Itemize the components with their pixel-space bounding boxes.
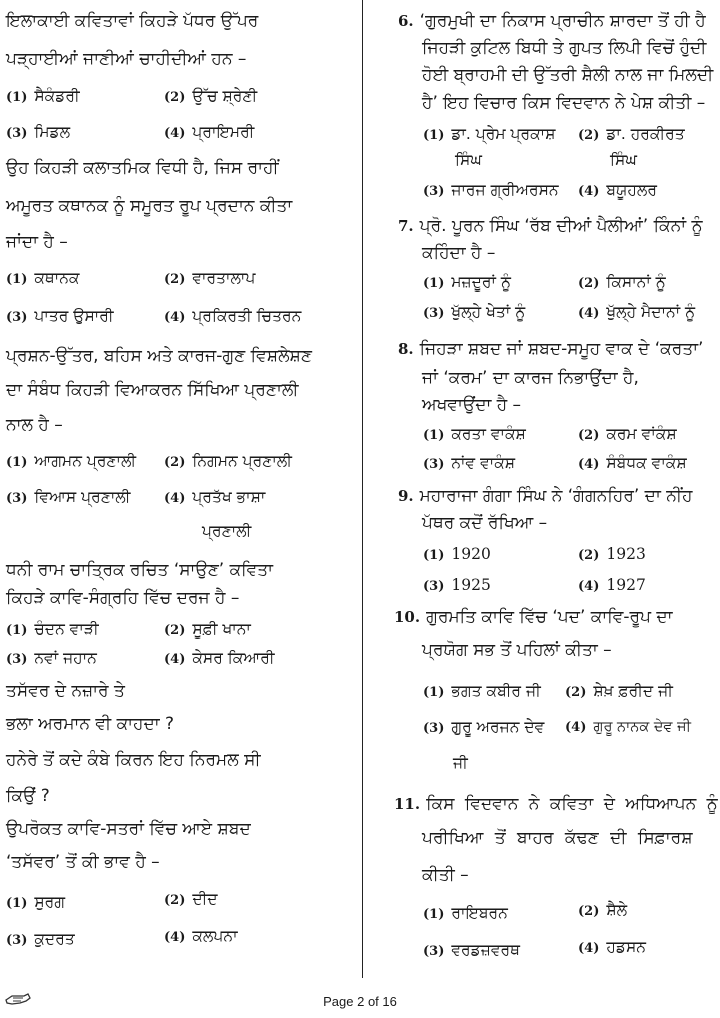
option-3 [423, 940, 520, 962]
option-1 [6, 451, 136, 473]
question-line: ਗੁਰਮਤਿ ਕਾਵਿ ਵਿੱਚ ‘ਪਦ’ ਕਾਵਿ-ਰੂਪ ਦਾ [426, 607, 673, 627]
option-1 [423, 681, 541, 703]
option-text-continued: ਸਿੰਘ [455, 151, 482, 169]
option-4 [164, 926, 238, 948]
page-number: Page 2 of 16 [323, 994, 397, 1009]
option-3 [423, 717, 544, 739]
option-3 [6, 487, 130, 509]
option-text: ਵਰਡਜ਼ਵਰਥ [451, 941, 520, 959]
option-text: ਸੂਫ਼ੀ ਖਾਨਾ [192, 620, 251, 638]
option-1 [423, 903, 508, 925]
option-number: (3) [6, 126, 28, 141]
poem-line: ਹਨੇਰੇ ਤੋਂ ਕਦੇ ਕੰਬੇ ਕਿਰਨ ਇਹ ਨਿਰਮਲ ਸੀ [6, 750, 261, 770]
question-line: ‘ਤਸੱਵਰ’ ਤੋਂ ਕੀ ਭਾਵ ਹੈ – [6, 852, 160, 872]
option-number: (3) [423, 579, 445, 594]
option-number: (4) [164, 126, 186, 141]
option-text: ਪਾਤਰ ਉਸਾਰੀ [34, 307, 114, 325]
option-number: (4) [164, 930, 186, 945]
option-3 [423, 180, 559, 202]
question-line: ਉਹ ਕਿਹੜੀ ਕਲਾਤਮਿਕ ਵਿਧੀ ਹੈ, ਜਿਸ ਰਾਹੀਂ [6, 158, 279, 178]
option-text: ਗੁਰੂ ਨਾਨਕ ਦੇਵ ਜੀ [593, 719, 691, 735]
option-text: ਸੰਬੰਧਕ ਵਾਕੰਸ਼ [606, 454, 687, 472]
option-text: ਰਾਇਬਰਨ [451, 904, 508, 922]
question-line: ਕੀਤੀ – [422, 865, 469, 885]
option-3 [423, 575, 491, 597]
option-text: ਕਰਮ ਵਾਂਕੰਸ਼ [606, 425, 677, 443]
option-number: (2) [578, 428, 600, 443]
option-text: ਦੀਦ [192, 890, 218, 908]
poem-line: ਕਿਉਂ ? [6, 786, 50, 806]
question-line: ਹੈ’ ਇਹ ਵਿਚਾਰ ਕਿਸ ਵਿਦਵਾਨ ਨੇ ਪੇਸ਼ ਕੀਤੀ – [422, 93, 706, 113]
option-text-continued: ਸਿੰਘ [610, 151, 637, 169]
option-text: ਨਾਂਵ ਵਾਕੰਸ਼ [451, 454, 516, 472]
question-line: ਇਲਾਕਾਈ ਕਵਿਤਾਵਾਂ ਕਿਹੜੇ ਪੱਧਰ ਉੱਪਰ [6, 11, 259, 31]
question-line: ਮਹਾਰਾਜਾ ਗੰਗਾ ਸਿੰਘ ਨੇ ‘ਗੰਗਨਹਿਰ’ ਦਾ ਨੀਂਹ [419, 486, 693, 506]
option-text: 1923 [606, 545, 646, 563]
option-number: (4) [164, 491, 186, 506]
option-4 [578, 302, 695, 324]
option-number: (1) [423, 548, 445, 563]
option-text: ਸ਼ੈਲੇ [606, 901, 628, 919]
option-text: ਕਲਪਨਾ [192, 927, 238, 945]
option-text: ਮਿਡਲ [34, 123, 71, 141]
option-1 [6, 268, 79, 290]
question-line: ‘ਗੁਰਮੁਖੀ ਦਾ ਨਿਕਾਸ ਪ੍ਰਾਚੀਨ ਸ਼ਾਰਦਾ ਤੋਂ ਹੀ ਹੈ [419, 11, 706, 31]
option-number: (1) [6, 455, 28, 470]
option-text: ਕਰਤਾ ਵਾਕੰਸ਼ [451, 425, 526, 443]
question-number: 6. [398, 12, 414, 30]
option-1 [423, 272, 511, 294]
option-number: (1) [6, 90, 28, 105]
question-number: 7. [398, 217, 414, 235]
option-2 [164, 86, 257, 108]
option-number: (2) [164, 623, 186, 638]
option-text: ਕਿਸਾਨਾਂ ਨੂੰ [606, 273, 666, 291]
option-text-continued: ਜੀ [453, 754, 468, 772]
option-text: ਡਾ. ਪ੍ਰੇਮ ਪ੍ਰਕਾਸ਼ [451, 125, 556, 143]
option-number: (4) [578, 184, 600, 199]
option-text: ਖੁੱਲ੍ਹੇ ਖੇਤਾਂ ਨੂੰ [451, 303, 526, 321]
option-2 [164, 619, 251, 641]
option-text: ਭਗਤ ਕਬੀਰ ਜੀ [451, 682, 541, 700]
option-text-continued: ਪ੍ਰਣਾਲੀ [202, 522, 252, 540]
option-number: (2) [164, 455, 186, 470]
question-11 [394, 794, 718, 814]
option-text: ਨਵਾਂ ਜਹਾਨ [34, 649, 97, 667]
question-line: ਅਮੂਰਤ ਕਥਾਨਕ ਨੂੰ ਸਮੂਰਤ ਰੂਪ ਪ੍ਰਦਾਨ ਕੀਤਾ [6, 196, 293, 216]
option-text: ਵਾਰਤਾਲਾਪ [192, 269, 256, 287]
option-text: ਪ੍ਰਕਿਰਤੀ ਚਿਤਰਨ [192, 307, 302, 325]
option-number: (3) [423, 721, 445, 736]
option-number: (2) [164, 90, 186, 105]
option-4 [164, 122, 254, 144]
option-number: (4) [565, 720, 587, 735]
option-text: ਪ੍ਰਤੱਖ ਭਾਸ਼ਾ [192, 488, 266, 506]
option-1 [423, 124, 555, 146]
question-line: ਨਾਲ ਹੈ – [6, 415, 63, 435]
option-number: (1) [6, 272, 28, 287]
option-4 [164, 648, 275, 670]
option-3 [423, 453, 515, 475]
option-text: 1925 [451, 576, 491, 594]
option-text: ਕਥਾਨਕ [34, 269, 80, 287]
question-line: ਕਿਹੜੇ ਕਾਵਿ-ਸੰਗ੍ਰਹਿ ਵਿੱਚ ਦਰਜ ਹੈ – [6, 588, 240, 608]
option-2 [578, 544, 646, 566]
option-number: (4) [578, 306, 600, 321]
column-divider [362, 0, 363, 978]
option-2 [578, 272, 666, 294]
option-number: (4) [578, 579, 600, 594]
option-text: ਚੰਦਨ ਵਾੜੀ [34, 620, 99, 638]
option-3 [6, 306, 114, 328]
question-6 [398, 11, 706, 31]
option-4 [578, 180, 657, 202]
option-text: ਵਿਆਸ ਪ੍ਰਣਾਲੀ [34, 488, 131, 506]
option-text: ਹਡਸਨ [606, 938, 646, 956]
option-text: ਮਜ਼ਦੂਰਾਂ ਨੂੰ [451, 273, 511, 291]
question-line: ਧਨੀ ਰਾਮ ਚਾਤ੍ਰਿਕ ਰਚਿਤ ‘ਸਾਉਣ’ ਕਵਿਤਾ [6, 560, 274, 580]
option-number: (2) [578, 904, 600, 919]
question-line: ਪ੍ਰੋ. ਪੂਰਨ ਸਿੰਘ ‘ਰੱਬ ਦੀਆਂ ਪੈਲੀਆਂ’ ਕਿੰਨਾਂ ਨੂੰ [419, 216, 703, 236]
option-text: ਪ੍ਰਾਇਮਰੀ [192, 123, 255, 141]
option-number: (3) [6, 652, 28, 667]
option-2 [164, 268, 255, 290]
question-number: 8. [398, 340, 414, 358]
option-text: ਡਾ. ਹਰਕੀਰਤ [606, 125, 685, 143]
option-2 [578, 900, 627, 922]
question-number: 10. [394, 608, 421, 626]
option-number: (3) [423, 944, 445, 959]
question-line: ਅਖਵਾਉਂਦਾ ਹੈ – [422, 395, 522, 415]
question-line: ਪੜ੍ਹਾਈਆਂ ਜਾਣੀਆਂ ਚਾਹੀਦੀਆਂ ਹਨ – [6, 49, 247, 69]
option-3 [6, 929, 75, 951]
option-4 [565, 717, 691, 738]
question-line: ਉਪਰੋਕਤ ਕਾਵਿ-ਸਤਰਾਂ ਵਿੱਚ ਆਏ ਸ਼ਬਦ [6, 819, 251, 839]
option-4 [164, 487, 265, 509]
option-1 [423, 544, 491, 566]
option-number: (1) [423, 685, 445, 700]
option-number: (1) [423, 907, 445, 922]
option-text: ਗੁਰੂ ਅਰਜਨ ਦੇਵ [451, 718, 545, 736]
option-number: (4) [164, 310, 186, 325]
option-text: ਜਾਰਜ ਗ੍ਰੀਅਰਸਨ [451, 181, 559, 199]
option-number: (2) [578, 128, 600, 143]
question-line: ਪਰੀਖਿਆ ਤੋਂ ਬਾਹਰ ਕੱਢਣ ਦੀ ਸਿਫ਼ਾਰਸ਼ [422, 828, 693, 848]
option-4 [578, 453, 687, 475]
option-number: (3) [6, 933, 28, 948]
option-number: (1) [423, 276, 445, 291]
option-number: (3) [423, 457, 445, 472]
option-2 [164, 451, 292, 473]
question-9 [398, 486, 692, 506]
option-text: ਸੁਰਗ [34, 893, 66, 911]
option-4 [578, 937, 646, 959]
option-text: ਕੇਸਰ ਕਿਆਰੀ [192, 649, 275, 667]
question-line: ਜਿਹੜੀ ਕੁਟਿਲ ਬਿਧੀ ਤੇ ਗੁਪਤ ਲਿਪੀ ਵਿਚੋਂ ਹੁੰਦੀ [422, 38, 707, 58]
option-text: ਸੈਕੰਡਰੀ [34, 87, 80, 105]
option-number: (2) [578, 548, 600, 563]
question-line: ਦਾ ਸੰਬੰਧ ਕਿਹੜੀ ਵਿਆਕਰਨ ਸਿੱਖਿਆ ਪ੍ਰਣਾਲੀ [6, 380, 299, 400]
option-4 [164, 306, 301, 328]
option-number: (2) [164, 893, 186, 908]
option-3 [6, 648, 97, 670]
question-line: ਕਿਸ ਵਿਦਵਾਨ ਨੇ ਕਵਿਤਾ ਦੇ ਅਧਿਆਪਨ ਨੂੰ [426, 794, 718, 814]
option-text: ਖੁੱਲ੍ਹੇ ਮੈਦਾਨਾਂ ਨੂੰ [606, 303, 696, 321]
option-number: (4) [164, 652, 186, 667]
option-text: ਉੱਚ ਸ਼੍ਰੇਣੀ [192, 87, 258, 105]
option-text: ਬਯੂਹਲਰ [606, 181, 658, 199]
option-text: 1920 [451, 545, 491, 563]
question-line: ਜਿਹੜਾ ਸ਼ਬਦ ਜਾਂ ਸ਼ਬਦ-ਸਮੂਹ ਵਾਕ ਦੇ ‘ਕਰਤਾ’ [419, 339, 704, 359]
option-number: (3) [6, 491, 28, 506]
question-8 [398, 339, 703, 359]
option-1 [6, 619, 99, 641]
option-4 [578, 575, 646, 597]
option-1 [6, 892, 65, 914]
poem-line: ਤਸੱਵਰ ਦੇ ਨਜ਼ਾਰੇ ਤੇ [6, 681, 125, 701]
option-text: ਨਿਗਮਨ ਪ੍ਰਣਾਲੀ [192, 452, 292, 470]
option-1 [423, 424, 526, 446]
option-text: ਕੁਦਰਤ [34, 930, 75, 948]
option-text: 1927 [606, 576, 646, 594]
option-number: (2) [565, 685, 587, 700]
option-text: ਆਗਮਨ ਪ੍ਰਣਾਲੀ [34, 452, 137, 470]
option-number: (1) [6, 623, 28, 638]
question-line: ਪੱਥਰ ਕਦੋਂ ਰੱਖਿਆ – [422, 513, 548, 533]
question-line: ਕਹਿੰਦਾ ਹੈ – [422, 243, 496, 263]
option-number: (3) [423, 306, 445, 321]
option-number: (4) [578, 941, 600, 956]
option-3 [6, 122, 70, 144]
option-1 [6, 86, 80, 108]
option-number: (3) [423, 184, 445, 199]
option-number: (2) [164, 272, 186, 287]
option-3 [423, 302, 525, 324]
option-number: (1) [423, 428, 445, 443]
option-text: ਸ਼ੇਖ਼ ਫ਼ਰੀਦ ਜੀ [593, 682, 673, 700]
option-2 [565, 681, 673, 703]
question-10 [394, 607, 673, 627]
question-line: ਜਾਂ ‘ਕਰਮ’ ਦਾ ਕਾਰਜ ਨਿਭਾਉਂਦਾ ਹੈ, [422, 368, 639, 388]
option-2 [578, 424, 677, 446]
option-number: (3) [6, 310, 28, 325]
option-number: (1) [423, 128, 445, 143]
option-number: (2) [578, 276, 600, 291]
poem-line: ਭਲਾ ਅਰਮਾਨ ਵੀ ਕਾਹਦਾ ? [6, 714, 175, 734]
question-line: ਜਾਂਦਾ ਹੈ – [6, 232, 68, 252]
question-7 [398, 216, 703, 236]
option-number: (1) [6, 896, 28, 911]
question-line: ਪ੍ਰਸ਼ਨ-ਉੱਤਰ, ਬਹਿਸ ਅਤੇ ਕਾਰਜ-ਗੁਣ ਵਿਸ਼ਲੇਸ਼ਣ [6, 346, 312, 366]
option-number: (4) [578, 457, 600, 472]
question-number: 11. [394, 795, 421, 813]
question-number: 9. [398, 487, 414, 505]
option-2 [578, 124, 685, 146]
question-line: ਪ੍ਰਯੋਗ ਸਭ ਤੋਂ ਪਹਿਲਾਂ ਕੀਤਾ – [422, 640, 612, 660]
option-2 [164, 889, 218, 911]
question-line: ਹੋਈ ਬ੍ਰਾਹਮੀ ਦੀ ਉੱਤਰੀ ਸ਼ੈਲੀ ਨਾਲ ਜਾ ਮਿਲਦੀ [422, 65, 714, 85]
